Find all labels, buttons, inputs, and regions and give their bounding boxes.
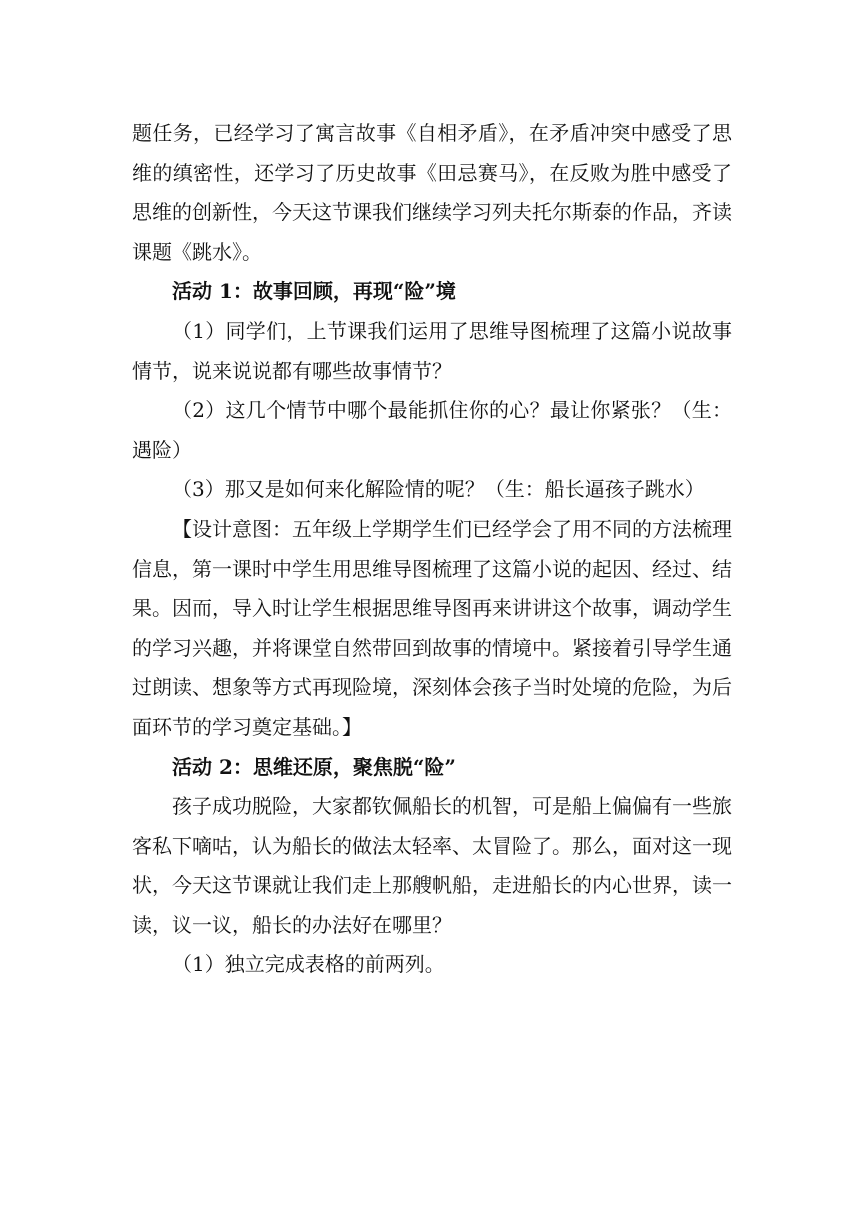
activity-1-heading: 活动 1：故事回顾，再现“险”境 xyxy=(172,279,456,304)
document-body xyxy=(132,114,732,985)
intro-paragraph: 题任务，已经学习了寓言故事《自相矛盾》，在矛盾冲突中感受了思维的缜密性，还学习了历史故事《田忌赛马》，在反败为胜中感受了思维的创新性，今天这节课我们继续学习列夫托尔斯泰的作品，齐读课题《跳水》。 xyxy=(132,121,732,264)
activity-2-heading: 活动 2：思维还原，聚焦脱“险” xyxy=(172,754,456,779)
question-2-paragraph: （2）这几个情节中哪个最能抓住你的心？最让你紧张？（生：遇险） xyxy=(132,398,732,462)
activity-2-intro-paragraph: 孩子成功脱险，大家都钦佩船长的机智，可是船上偏偏有一些旅客私下嘀咕，认为船长的做法太轻率、太冒险了。那么，面对这一现状，今天这节课就让我们走上那艘帆船，走进船长的内心世界，读一读，议一议，船长的办法好在哪里？ xyxy=(132,794,732,937)
design-intent-paragraph: 【设计意图：五年级上学期学生们已经学会了用不同的方法梳理信息，第一课时中学生用思维导图梳理了这篇小说的起因、经过、结果。因而，导入时让学生根据思维导图再来讲讲这个故事，调动学生的学习兴趣，并将课堂自然带回到故事的情境中。紧接着引导学生通过朗读、想象等方式再现险境，深刻体会孩子当时处境的危险，为后面环节的学习奠定基础。】 xyxy=(132,516,732,739)
question-1-paragraph: （1）同学们，上节课我们运用了思维导图梳理了这篇小说故事情节，说来说说都有哪些故事情节？ xyxy=(132,318,732,383)
question-3-paragraph: （3）那又是如何来化解险情的呢？（生：船长逼孩子跳水） xyxy=(172,477,705,502)
task-1-paragraph: （1）独立完成表格的前两列。 xyxy=(172,952,445,977)
